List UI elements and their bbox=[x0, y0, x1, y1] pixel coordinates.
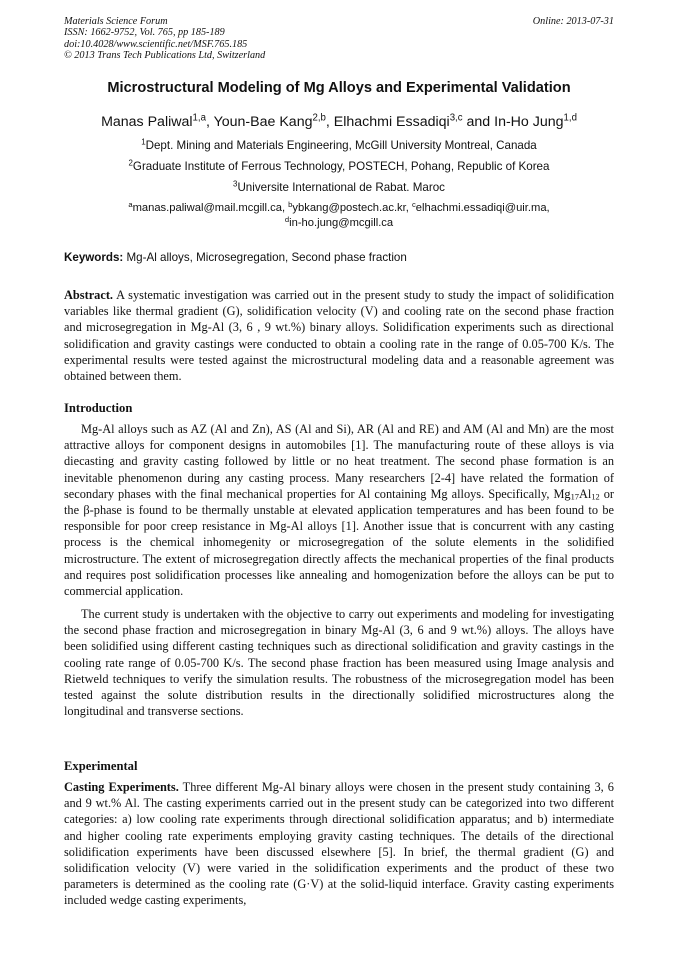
author-emails bbox=[0, 201, 678, 231]
affiliation-1 bbox=[0, 139, 678, 152]
experimental-text: Three different Mg-Al binary alloys were chosen in the present study containing 3, 6 and 9 wt.% Al. The casting experiments carried out in the present study can be categorized into two different categories: a) low cooling rate experiments through directional solidification apparatus; and b) intermediate and higher cooling rate experiments employing gravity casting techniques. The details of the directional solidification experiments have been discussed elsewhere [5]. In brief, the thermal gradient (G) and solidification velocity (V) were varied in the solidification experiments and the product of these two parameters is determined as the cooling rate (G·V) at the solid-liquid interface. Gravity casting experiments included wedge casting experiments, bbox=[64, 780, 614, 908]
abstract-label: Abstract. bbox=[64, 288, 114, 302]
online-date: Online: 2013-07-31 bbox=[532, 16, 614, 27]
journal-header bbox=[64, 16, 614, 62]
email-address[interactable]: elhachmi.essadiqi@uir.ma, bbox=[415, 202, 550, 214]
introduction-paragraph-1: Mg-Al alloys such as AZ (Al and Zn), AS (Al and Si), AR (Al and RE) and AM (Al and Mn) are the most attractive alloys for component designs in automobiles [1]. The manufacturing route of these alloys is via diecasting and gravity casting followed by little or no heat treatment. The second phase formation is an inevitable phenomenon during any casting process. Many researchers [2-4] have related the formation of secondary phases with the final mechanical properties for Al containing Mg alloys. Specifically, $Mg_{17}Al_{12}$ or the β-phase is found to be thermally unstable at elevated application temperatures and has been found to be responsible for poor creep resistance in Mg-Al alloys [1]. Another issue that is concurrent with any casting process is the chemical inhomegenity or microsegregation of the solute elements in the solidified microstructure. The extent of microsegregation directly affects the mechanical properties of the final products and requires post solidification processes like annealing and homogenization before the alloys can be put to commercial application. bbox=[64, 422, 615, 599]
email-mark: a bbox=[128, 199, 133, 209]
author-affiliation-mark: 1,a bbox=[192, 112, 206, 124]
doi-line: doi:10.4028/www.scientific.net/MSF.765.185 bbox=[64, 38, 248, 50]
author-name: Elhachmi Essadiqi bbox=[333, 114, 450, 130]
affiliation-2 bbox=[0, 160, 678, 173]
affiliation-number: 3 bbox=[233, 179, 238, 189]
affiliation-3 bbox=[0, 181, 678, 194]
abstract-text: A systematic investigation was carried out in the present study to study the impact of solidification variables like thermal gradient (G), solidification velocity (V) and cooling rate on the second phase fraction and microsegregation in Mg-Al (3, 6 , 9 wt.%) binary alloys. Solidification experiments such as directional solidification and gravity castings were conducted to obtain a cooling rate in the range of 0.05-700 K/s. The experimental results were tested against the microstructural modeling data and a reasonable agreement was obtained between them. bbox=[64, 288, 614, 384]
author-separator: , bbox=[325, 114, 334, 130]
author-conjunction: and bbox=[462, 114, 495, 130]
author-name: Manas Paliwal bbox=[101, 114, 193, 130]
affiliation-text: Dept. Mining and Materials Engineering, McGill University Montreal, Canada bbox=[145, 139, 537, 152]
keywords-label: Keywords: bbox=[64, 251, 124, 264]
affiliation-text: Graduate Institute of Ferrous Technology, POSTECH, Pohang, Republic of Korea bbox=[132, 160, 550, 173]
email-address[interactable]: ybkang@postech.ac.kr, bbox=[292, 202, 412, 214]
author-affiliation-mark: 2,b bbox=[312, 112, 326, 124]
author-separator: , bbox=[205, 114, 214, 130]
author-name: Youn-Bae Kang bbox=[213, 114, 313, 130]
section-heading-introduction: Introduction bbox=[64, 401, 133, 415]
affiliation-number: 2 bbox=[128, 158, 133, 168]
introduction-paragraph-2: The current study is undertaken with the objective to carry out experiments and modeling for investigating the second phase fraction and microsegregation in binary Mg-Al (3, 6 and 9 wt.%) alloys. The alloys have been solidified using different casting techniques such as directional solidification and gravity castings in the cooling rate range of 0.05-700 K/s. The second phase fraction has been measured using Image analysis and Rietweld techniques to verify the simulation results. The robustness of the microsegregation model has been tested against the solute distribution results in the directionally solidified microstructures along the longitudinal and transverse sections. bbox=[64, 607, 614, 719]
email-address[interactable]: in-ho.jung@mcgill.ca bbox=[289, 217, 394, 229]
email-mark: b bbox=[288, 199, 293, 209]
author-list bbox=[0, 114, 678, 130]
affiliation-number: 1 bbox=[141, 137, 146, 147]
keywords bbox=[64, 251, 614, 264]
author-name: In-Ho Jung bbox=[494, 114, 564, 130]
issn-line: ISSN: 1662-9752, Vol. 765, pp 185-189 bbox=[64, 27, 225, 39]
author-affiliation-mark: 3,c bbox=[449, 112, 463, 124]
affiliation-text: Universite International de Rabat. Maroc bbox=[237, 181, 445, 194]
abstract bbox=[64, 287, 614, 384]
journal-name: Materials Science Forum bbox=[64, 16, 168, 27]
paper-title: Microstructural Modeling of Mg Alloys and Experimental Validation bbox=[107, 80, 571, 96]
email-mark: d bbox=[284, 214, 290, 224]
keywords-text: Mg-Al alloys, Microsegregation, Second phase fraction bbox=[123, 251, 407, 264]
author-affiliation-mark: 1,d bbox=[563, 112, 577, 124]
email-address[interactable]: manas.paliwal@mail.mcgill.ca, bbox=[132, 202, 289, 214]
experimental-paragraph bbox=[64, 779, 614, 909]
copyright-line: © 2013 Trans Tech Publications Ltd, Switzerland bbox=[64, 50, 266, 62]
section-heading-experimental: Experimental bbox=[64, 759, 138, 773]
subsection-label-casting: Casting Experiments. bbox=[64, 780, 179, 794]
email-mark: c bbox=[411, 199, 416, 209]
